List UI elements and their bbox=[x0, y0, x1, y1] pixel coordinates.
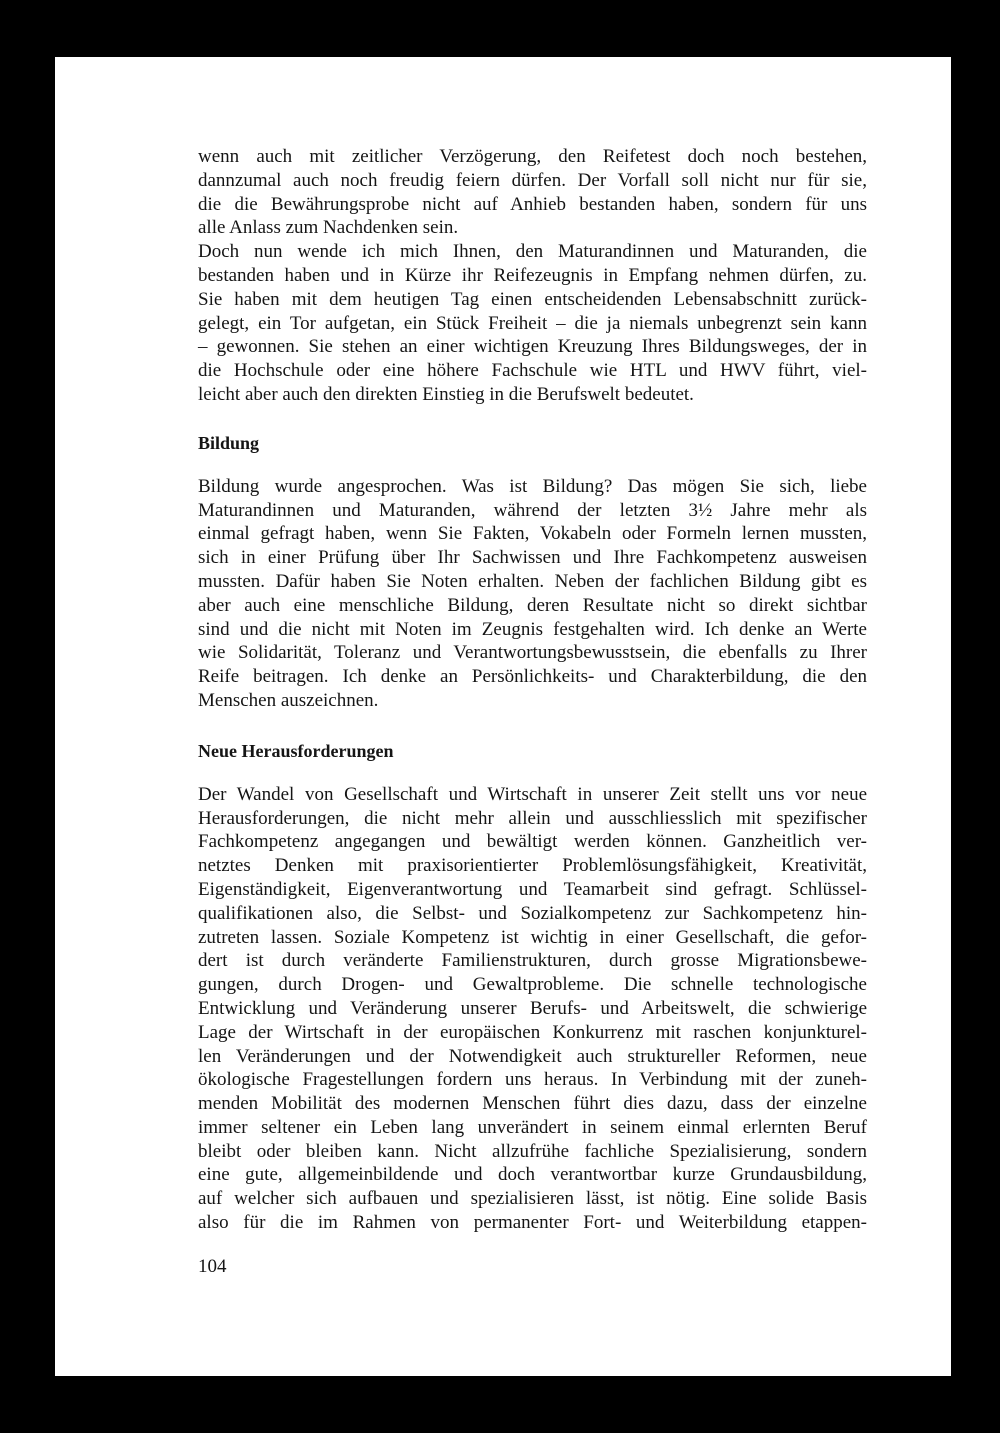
text-line: eine gute, allgemeinbildende und doch verantwortbar kurze Grundausbildung, bbox=[198, 1164, 867, 1186]
text-line: Doch nun wende ich mich Ihnen, den Maturandinnen und Maturanden, die bbox=[198, 241, 867, 263]
intro-paragraphs bbox=[198, 145, 867, 407]
text-line: sind und die nicht mit Noten im Zeugnis festgehalten wird. Ich denke an Werte bbox=[198, 618, 867, 640]
text-line: bleibt oder bleiben kann. Nicht allzufrühe fachliche Spezialisierung, sondern bbox=[198, 1140, 867, 1162]
text-line: einmal gefragt haben, wenn Sie Fakten, Vokabeln oder Formeln lernen mussten, bbox=[198, 523, 867, 545]
text-line: dannzumal auch noch freudig feiern dürfen. Der Vorfall soll nicht nur für sie, bbox=[198, 169, 867, 191]
text-line: auf welcher sich aufbauen und spezialisieren lässt, ist nötig. Eine solide Basis bbox=[198, 1188, 867, 1210]
text-line: Maturandinnen und Maturanden, während der letzten 3½ Jahre mehr als bbox=[198, 499, 867, 521]
text-line: sich in einer Prüfung über Ihr Sachwissen und Ihre Fachkompetenz ausweisen bbox=[198, 547, 867, 569]
text-line: alle Anlass zum Nachdenken sein. bbox=[198, 217, 459, 239]
text-line: also für die im Rahmen von permanenter Fort- und Weiterbildung etappen- bbox=[198, 1212, 867, 1234]
text-line: Herausforderungen, die nicht mehr allein und ausschliesslich mit spezifischer bbox=[198, 807, 867, 829]
text-line: Der Wandel von Gesellschaft und Wirtschaft in unserer Zeit stellt uns vor neue bbox=[198, 783, 867, 805]
text-line: gungen, durch Drogen- und Gewaltprobleme. Die schnelle technologische bbox=[198, 974, 867, 996]
text-line: die Hochschule oder eine höhere Fachschule wie HTL und HWV führt, viel- bbox=[198, 360, 867, 382]
text-line: bestanden haben und in Kürze ihr Reifezeugnis in Empfang nehmen dürfen, zu. bbox=[198, 264, 867, 286]
text-line: Entwicklung und Veränderung unserer Berufs- und Arbeitswelt, die schwierige bbox=[198, 997, 867, 1019]
text-line: qualifikationen also, die Selbst- und Sozialkompetenz zur Sachkompetenz hin- bbox=[198, 902, 867, 924]
text-line: Menschen auszeichnen. bbox=[198, 689, 379, 711]
text-line: ökologische Fragestellungen fordern uns heraus. In Verbindung mit der zuneh- bbox=[198, 1069, 867, 1091]
text-line: Fachkompetenz angegangen und bewältigt werden können. Ganzheitlich ver- bbox=[198, 831, 867, 853]
page-number: 104 bbox=[198, 1256, 227, 1277]
text-line: Reife beitragen. Ich denke an Persönlichkeits- und Charakterbildung, die den bbox=[198, 666, 867, 688]
text-line: aber auch eine menschliche Bildung, deren Resultate nicht so direkt sichtbar bbox=[198, 594, 867, 616]
text-line: wenn auch mit zeitlicher Verzögerung, den Reifetest doch noch bestehen, bbox=[198, 146, 867, 167]
text-line: leicht aber auch den direkten Einstieg in die Berufswelt bedeutet. bbox=[198, 383, 694, 405]
text-line: Bildung wurde angesprochen. Was ist Bildung? Das mögen Sie sich, liebe bbox=[198, 475, 867, 497]
text-line: die die Bewährungsprobe nicht auf Anhieb bestanden haben, sondern für uns bbox=[198, 193, 867, 215]
text-line: mussten. Dafür haben Sie Noten erhalten. Neben der fachlichen Bildung gibt es bbox=[198, 570, 867, 592]
text-line: wie Solidarität, Toleranz und Verantwortungsbewusstsein, die ebenfalls zu Ihrer bbox=[198, 642, 867, 664]
text-line: len Veränderungen und der Notwendigkeit auch struktureller Reformen, neue bbox=[198, 1045, 867, 1067]
text-line: menden Mobilität des modernen Menschen führt dies dazu, dass der einzelne bbox=[198, 1093, 867, 1115]
section-bildung-body bbox=[198, 475, 867, 713]
text-line: gelegt, ein Tor aufgetan, ein Stück Freiheit – die ja niemals unbegrenzt sein kann bbox=[198, 312, 867, 334]
section-herausforderungen-body bbox=[198, 783, 867, 1235]
text-line: Eigenständigkeit, Eigenverantwortung und Teamarbeit sind gefragt. Schlüssel- bbox=[198, 878, 867, 900]
page-body bbox=[198, 145, 867, 1235]
text-line: – gewonnen. Sie stehen an einer wichtigen Kreuzung Ihres Bildungsweges, der in bbox=[198, 336, 867, 358]
text-line: immer seltener ein Leben lang unverändert in seinem einmal erlernten Beruf bbox=[198, 1116, 867, 1138]
section-heading-bildung: Bildung bbox=[198, 432, 260, 453]
text-line: Sie haben mit dem heutigen Tag einen entscheidenden Lebensabschnitt zurück- bbox=[198, 288, 867, 310]
text-line: zutreten lassen. Soziale Kompetenz ist wichtig in einer Gesellschaft, die gefor- bbox=[198, 926, 867, 948]
text-line: dert ist durch veränderte Familienstrukturen, durch grosse Migrationsbewe- bbox=[198, 950, 867, 972]
text-line: Lage der Wirtschaft in der europäischen Konkurrenz mit raschen konjunkturel- bbox=[198, 1021, 867, 1043]
text-line: netztes Denken mit praxisorientierter Problemlösungsfähigkeit, Kreativität, bbox=[198, 855, 867, 877]
document-page bbox=[55, 57, 951, 1376]
section-heading-herausforderungen: Neue Herausforderungen bbox=[198, 740, 394, 761]
